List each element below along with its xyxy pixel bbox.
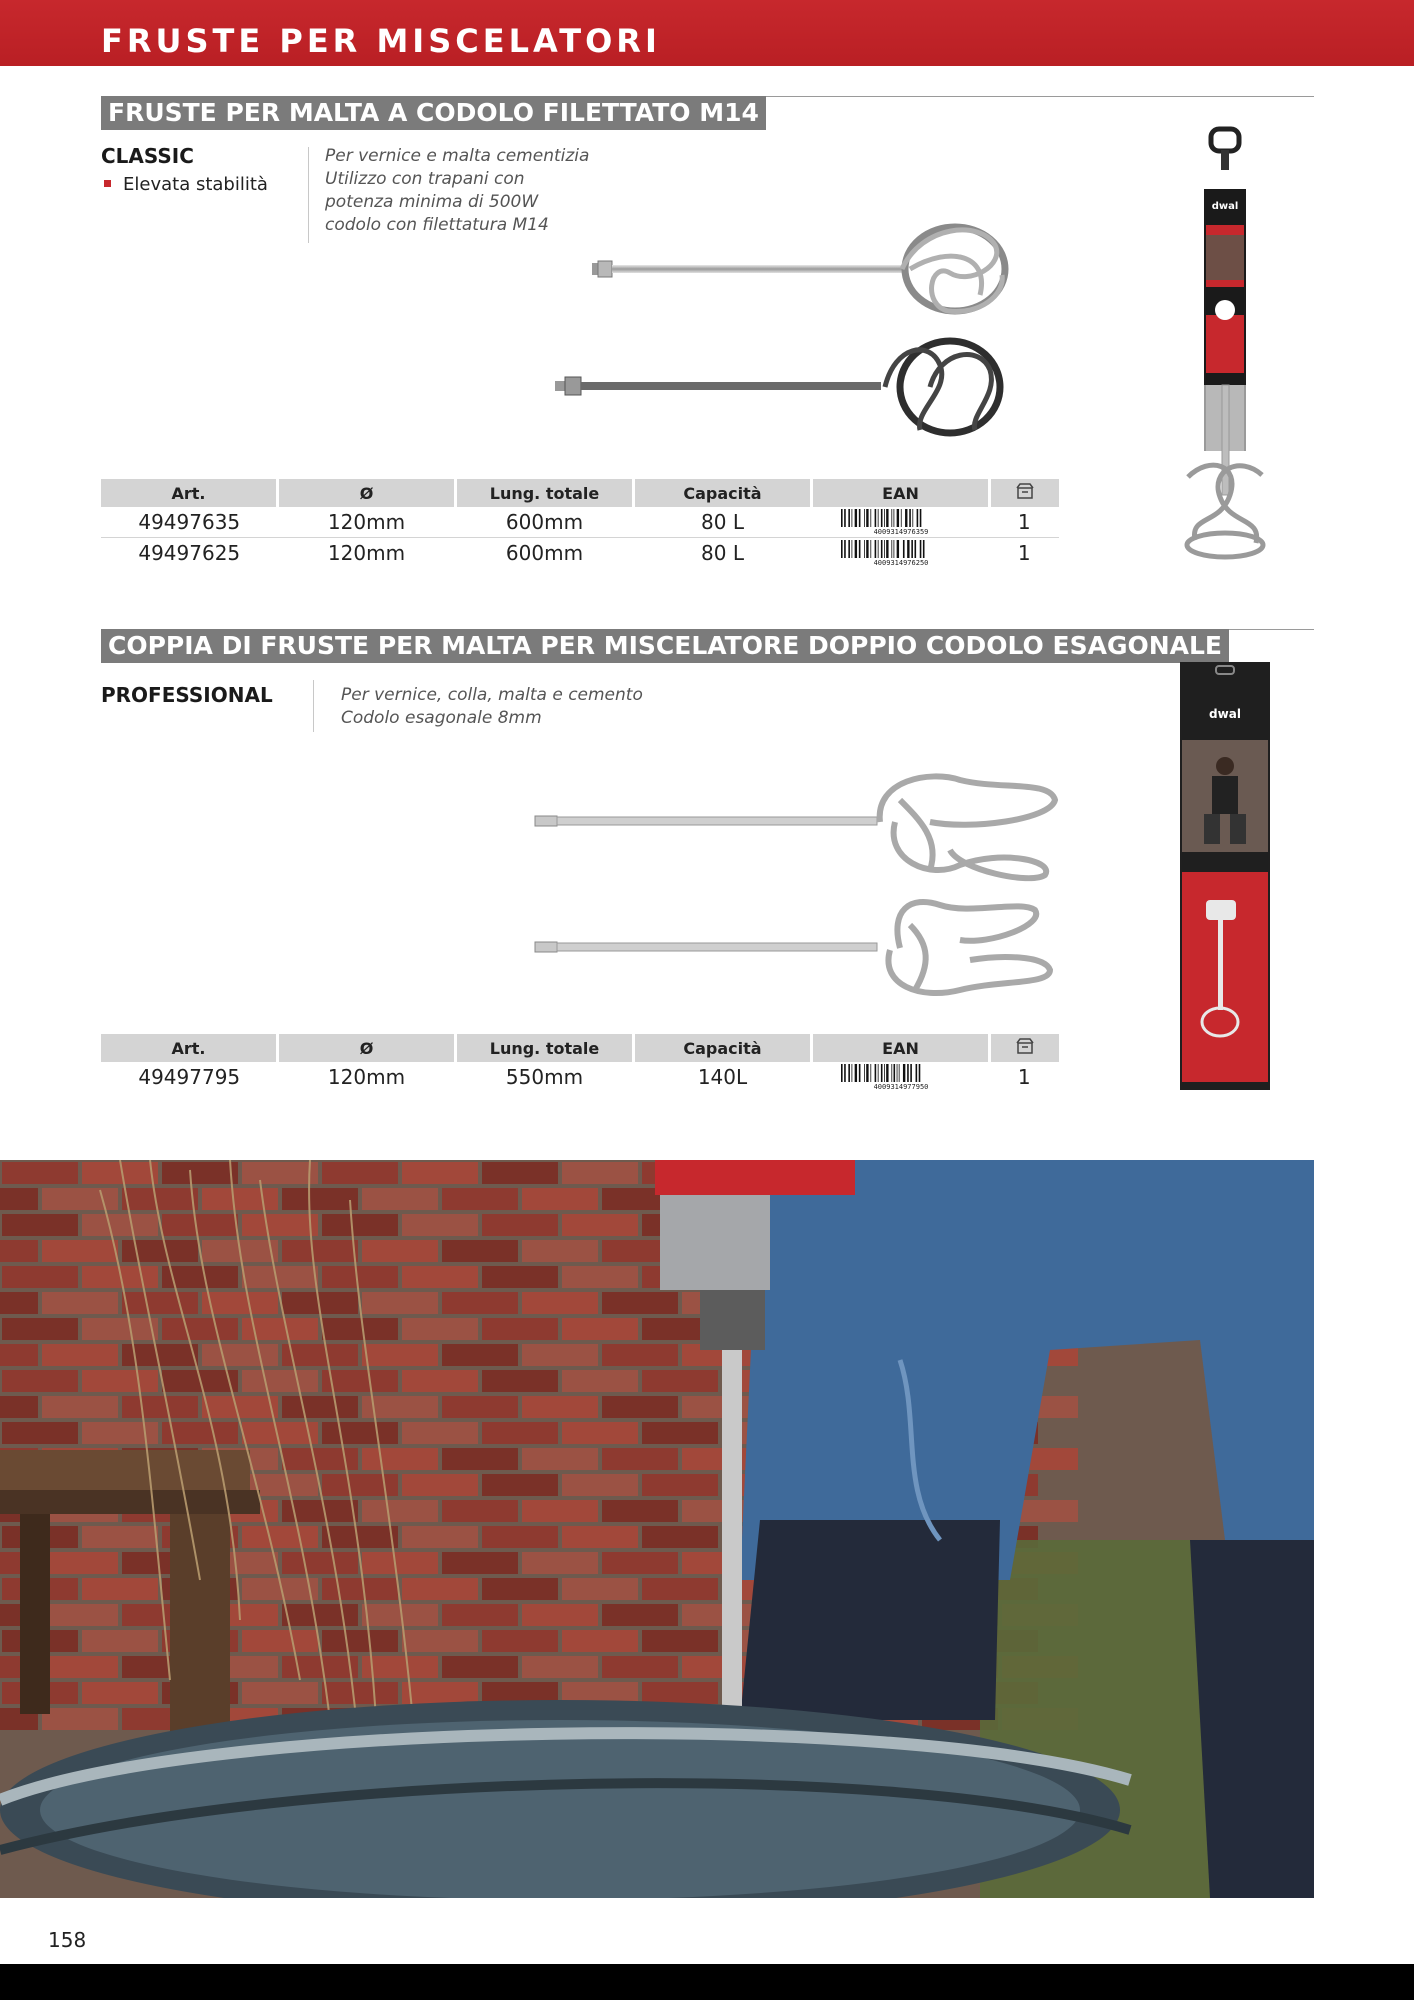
brick: [482, 1266, 558, 1288]
brick: [442, 1240, 518, 1262]
brick: [82, 1578, 158, 1600]
barcode-bar: [893, 1064, 895, 1082]
brick: [522, 1552, 598, 1574]
brick: [442, 1656, 518, 1678]
cell-art: 49497635: [101, 507, 278, 538]
brick: [242, 1370, 318, 1392]
brick: [2, 1162, 78, 1184]
barcode-bar: [866, 1064, 868, 1082]
table-row: [101, 1062, 1059, 1092]
barcode-bar: [905, 509, 907, 527]
brick: [242, 1630, 318, 1652]
brick: [202, 1396, 278, 1418]
cell-capacity: 80 L: [701, 541, 744, 565]
brick: [642, 1526, 718, 1548]
barcode-bar: [891, 509, 892, 527]
cell-ean: [812, 538, 990, 569]
brick: [282, 1552, 358, 1574]
package-brand-text: dwal: [1211, 201, 1239, 212]
brick: [82, 1526, 158, 1548]
brick: [402, 1214, 478, 1236]
barcode-bar: [922, 540, 924, 558]
brick: [602, 1604, 678, 1626]
barcode-bar: [844, 540, 846, 558]
section-title: FRUSTE PER MALTA A CODOLO FILETTATO M14: [101, 96, 766, 130]
brick: [42, 1708, 118, 1730]
brick: [482, 1526, 558, 1548]
brick: [562, 1422, 638, 1444]
brick: [482, 1370, 558, 1392]
brick: [42, 1292, 118, 1314]
brick: [202, 1344, 278, 1366]
description-line: Codolo esagonale 8mm: [341, 708, 542, 728]
brick: [402, 1318, 478, 1340]
brick: [642, 1682, 718, 1704]
barcode-bar: [886, 1064, 888, 1082]
brick: [482, 1578, 558, 1600]
column-header-pack: [990, 1034, 1060, 1062]
brick: [362, 1344, 438, 1366]
brick: [442, 1344, 518, 1366]
barcode-bar: [854, 540, 856, 558]
barcode-bar: [841, 540, 843, 558]
brick: [402, 1474, 478, 1496]
barcode-bar: [896, 1064, 897, 1082]
package-brand-text: dwal: [1209, 707, 1241, 721]
brick: [602, 1292, 678, 1314]
barcode-bar: [896, 540, 898, 558]
barcode-bar: [851, 509, 852, 527]
column-header: Ø: [278, 1034, 456, 1062]
brick: [402, 1370, 478, 1392]
brick: [442, 1500, 518, 1522]
brick: [322, 1214, 398, 1236]
column-header-pack: [990, 479, 1060, 507]
brick: [402, 1526, 478, 1548]
barcode-bar: [851, 1064, 852, 1082]
description-line: codolo con filettatura M14: [325, 215, 549, 235]
description-line: Utilizzo con trapani con: [325, 169, 525, 189]
brick: [122, 1292, 198, 1314]
barcode-bar: [858, 540, 860, 558]
spec-table: [101, 479, 1059, 568]
brick: [402, 1578, 478, 1600]
brick: [82, 1630, 158, 1652]
barcode-image: [839, 1064, 963, 1090]
cell-length: 600mm: [505, 541, 584, 565]
brick: [322, 1578, 398, 1600]
barcode-bar: [884, 540, 885, 558]
barcode-bar: [912, 509, 913, 527]
brick: [602, 1396, 678, 1418]
brick: [562, 1266, 638, 1288]
column-header: Ø: [278, 479, 456, 507]
barcode-bar: [864, 1064, 865, 1082]
brick: [202, 1292, 278, 1314]
cell-capacity: 140L: [697, 1065, 748, 1089]
brick: [2, 1214, 78, 1236]
footer-band: [0, 1964, 1414, 2000]
brick: [362, 1448, 438, 1470]
brick: [42, 1344, 118, 1366]
brick: [442, 1188, 518, 1210]
brick: [322, 1682, 398, 1704]
brick: [122, 1240, 198, 1262]
divider: [313, 680, 314, 732]
spiral-paddles-image: [550, 215, 1070, 445]
brick: [242, 1214, 318, 1236]
brick: [562, 1578, 638, 1600]
brick: [402, 1682, 478, 1704]
brick: [602, 1500, 678, 1522]
brick: [202, 1188, 278, 1210]
description-line: Per vernice e malta cementizia: [325, 146, 590, 166]
mixing-photo: [0, 1160, 1314, 1898]
brick: [402, 1162, 478, 1184]
barcode-bar: [870, 1064, 871, 1082]
product-tier: PROFESSIONAL: [101, 683, 273, 707]
brick: [522, 1448, 598, 1470]
brick: [602, 1552, 678, 1574]
barcode-bar: [914, 540, 916, 558]
barcode-bar: [907, 1064, 909, 1082]
barcode-bar: [844, 1064, 846, 1082]
brick: [562, 1630, 638, 1652]
barcode-bar: [848, 1064, 850, 1082]
barcode-bar: [910, 1064, 912, 1082]
brick: [82, 1370, 158, 1392]
brick: [602, 1448, 678, 1470]
brick: [642, 1630, 718, 1652]
product-description: [341, 684, 643, 730]
barcode-bar: [919, 540, 921, 558]
brick: [162, 1214, 238, 1236]
brick: [482, 1474, 558, 1496]
brick: [242, 1162, 318, 1184]
brick: [442, 1448, 518, 1470]
barcode-bar: [916, 509, 918, 527]
double-paddles-image: [530, 760, 1070, 1010]
brick: [2, 1422, 78, 1444]
barcode-bar: [841, 1064, 843, 1082]
feature-bullet: [101, 174, 268, 195]
cell-qty: 1: [1017, 1065, 1031, 1089]
cell-length: 600mm: [456, 507, 634, 538]
table-row: [101, 507, 1059, 538]
brick: [642, 1422, 718, 1444]
barcode-bar: [866, 509, 868, 527]
boxed-product-image: [1180, 662, 1270, 1090]
brick: [362, 1292, 438, 1314]
barcode-bar: [900, 509, 901, 527]
brick: [322, 1162, 398, 1184]
cell-qty: 1: [990, 507, 1060, 538]
cell-qty: 1: [1017, 541, 1031, 565]
page-number: 158: [48, 1928, 87, 1952]
cell-ean: [812, 507, 990, 538]
brick: [2, 1370, 78, 1392]
brick: [562, 1214, 638, 1236]
brick: [0, 1188, 38, 1210]
barcode-bar: [854, 509, 856, 527]
brick: [42, 1188, 118, 1210]
brick: [322, 1318, 398, 1340]
barcode-bar: [898, 1064, 899, 1082]
spec-table: [101, 1034, 1059, 1092]
brick: [562, 1370, 638, 1392]
barcode-bar: [891, 540, 892, 558]
barcode-bar: [902, 1064, 904, 1082]
barcode-bar: [866, 540, 868, 558]
barcode-bar: [893, 540, 894, 558]
barcode-bar: [874, 1064, 876, 1082]
barcode-bar: [844, 509, 846, 527]
barcode-digits: 4009314977950: [873, 1083, 928, 1091]
brick: [682, 1396, 758, 1418]
cell-capacity: 80 L: [634, 507, 812, 538]
barcode-bar: [874, 540, 876, 558]
brick: [42, 1396, 118, 1418]
column-header: Art.: [101, 1034, 278, 1062]
cell-ean: [812, 1062, 990, 1092]
brick: [642, 1474, 718, 1496]
brick: [122, 1396, 198, 1418]
brick: [242, 1526, 318, 1548]
brick: [42, 1656, 118, 1678]
brick: [402, 1630, 478, 1652]
barcode-bar: [893, 509, 894, 527]
barcode-bar: [841, 509, 843, 527]
brick: [482, 1630, 558, 1652]
brick: [322, 1630, 398, 1652]
box-icon: [1016, 1038, 1034, 1054]
brick: [642, 1578, 718, 1600]
barcode-bar: [877, 509, 878, 527]
box-icon: [1016, 483, 1034, 499]
table-header-row: [101, 1034, 1059, 1062]
cell-diameter: 120mm: [278, 507, 456, 538]
brick: [522, 1344, 598, 1366]
barcode-bar: [919, 509, 921, 527]
brick: [0, 1292, 38, 1314]
column-header: Art.: [101, 479, 278, 507]
barcode-bar: [880, 540, 882, 558]
barcode-bar: [902, 540, 904, 558]
brick: [0, 1240, 38, 1262]
brick: [442, 1396, 518, 1418]
packaged-paddle-image: [1170, 125, 1280, 580]
brick: [522, 1292, 598, 1314]
brick: [242, 1682, 318, 1704]
barcode-image: [839, 509, 963, 535]
brick: [282, 1240, 358, 1262]
barcode-digits: 4009314976250: [873, 559, 928, 567]
brick: [522, 1240, 598, 1262]
cell-art: 49497795: [138, 1065, 241, 1089]
brick: [82, 1682, 158, 1704]
column-header: Capacità: [634, 479, 812, 507]
brick: [2, 1318, 78, 1340]
brick: [2, 1266, 78, 1288]
barcode-bar: [848, 509, 850, 527]
cell-diameter: 120mm: [327, 541, 406, 565]
divider: [308, 147, 309, 243]
brick: [522, 1188, 598, 1210]
brick: [482, 1162, 558, 1184]
barcode-bar: [851, 540, 852, 558]
page-title: FRUSTE PER MISCELATORI: [101, 22, 661, 60]
brick: [362, 1188, 438, 1210]
barcode-bar: [886, 509, 888, 527]
cell-diameter: 120mm: [327, 1065, 406, 1089]
cell-art: 49497625: [138, 541, 241, 565]
brick: [442, 1552, 518, 1574]
brick: [642, 1370, 718, 1392]
table-header-row: [101, 479, 1059, 507]
barcode-bar: [870, 509, 871, 527]
barcode-bar: [907, 540, 909, 558]
barcode-bar: [880, 1064, 882, 1082]
brick: [402, 1266, 478, 1288]
feature-text: Elevata stabilità: [123, 174, 268, 195]
brick: [0, 1344, 38, 1366]
table-row: [101, 538, 1059, 569]
description-line: potenza minima di 500W: [325, 192, 539, 212]
barcode-digits: 4009314976359: [873, 528, 928, 536]
column-header: Lung. totale: [456, 479, 634, 507]
barcode-bar: [848, 540, 850, 558]
barcode-bar: [877, 540, 878, 558]
barcode-bar: [909, 509, 911, 527]
column-header: Lung. totale: [456, 1034, 634, 1062]
barcode-bar: [884, 1064, 885, 1082]
barcode-bar: [915, 1064, 917, 1082]
brick: [0, 1396, 38, 1418]
brick: [162, 1318, 238, 1340]
brick: [602, 1656, 678, 1678]
brick: [162, 1162, 238, 1184]
brick: [522, 1396, 598, 1418]
brick: [442, 1292, 518, 1314]
barcode-bar: [896, 509, 898, 527]
brick: [522, 1500, 598, 1522]
product-tier: CLASSIC: [101, 144, 194, 168]
brick: [482, 1318, 558, 1340]
barcode-bar: [864, 509, 865, 527]
barcode-bar: [891, 1064, 892, 1082]
brick: [362, 1240, 438, 1262]
brick: [322, 1474, 398, 1496]
brick: [482, 1422, 558, 1444]
brick: [522, 1656, 598, 1678]
brick: [562, 1162, 638, 1184]
brick: [322, 1266, 398, 1288]
brick: [362, 1500, 438, 1522]
barcode-image: [839, 540, 963, 566]
barcode-bar: [858, 509, 860, 527]
brick: [322, 1422, 398, 1444]
brick: [42, 1604, 118, 1626]
brick: [282, 1604, 358, 1626]
brick: [42, 1552, 118, 1574]
barcode-bar: [858, 1064, 860, 1082]
section-title: COPPIA DI FRUSTE PER MALTA PER MISCELATORE DOPPIO CODOLO ESAGONALE: [101, 629, 1229, 663]
brick: [82, 1318, 158, 1340]
brick: [442, 1604, 518, 1626]
brick: [242, 1266, 318, 1288]
column-header: EAN: [812, 1034, 990, 1062]
brick: [602, 1344, 678, 1366]
barcode-bar: [854, 1064, 856, 1082]
brick: [42, 1240, 118, 1262]
column-header: EAN: [812, 479, 990, 507]
barcode-bar: [918, 1064, 920, 1082]
header-band: [0, 0, 1414, 66]
brick: [282, 1656, 358, 1678]
barcode-bar: [877, 1064, 878, 1082]
brick: [562, 1526, 638, 1548]
barcode-bar: [864, 540, 865, 558]
barcode-bar: [884, 509, 885, 527]
barcode-bar: [870, 540, 871, 558]
bullet-square-icon: [104, 180, 111, 187]
barcode-bar: [886, 540, 888, 558]
brick: [362, 1552, 438, 1574]
brick: [522, 1604, 598, 1626]
barcode-bar: [880, 509, 882, 527]
brick: [82, 1214, 158, 1236]
brick: [282, 1396, 358, 1418]
brick: [482, 1214, 558, 1236]
column-header: Capacità: [634, 1034, 812, 1062]
barcode-bar: [911, 540, 913, 558]
brick: [562, 1474, 638, 1496]
cell-length: 550mm: [505, 1065, 584, 1089]
barcode-bar: [874, 509, 876, 527]
description-line: Per vernice, colla, malta e cemento: [341, 685, 643, 705]
brick: [122, 1188, 198, 1210]
brick: [402, 1422, 478, 1444]
brick: [562, 1318, 638, 1340]
brick: [282, 1188, 358, 1210]
brick: [322, 1526, 398, 1548]
brick: [682, 1604, 758, 1626]
